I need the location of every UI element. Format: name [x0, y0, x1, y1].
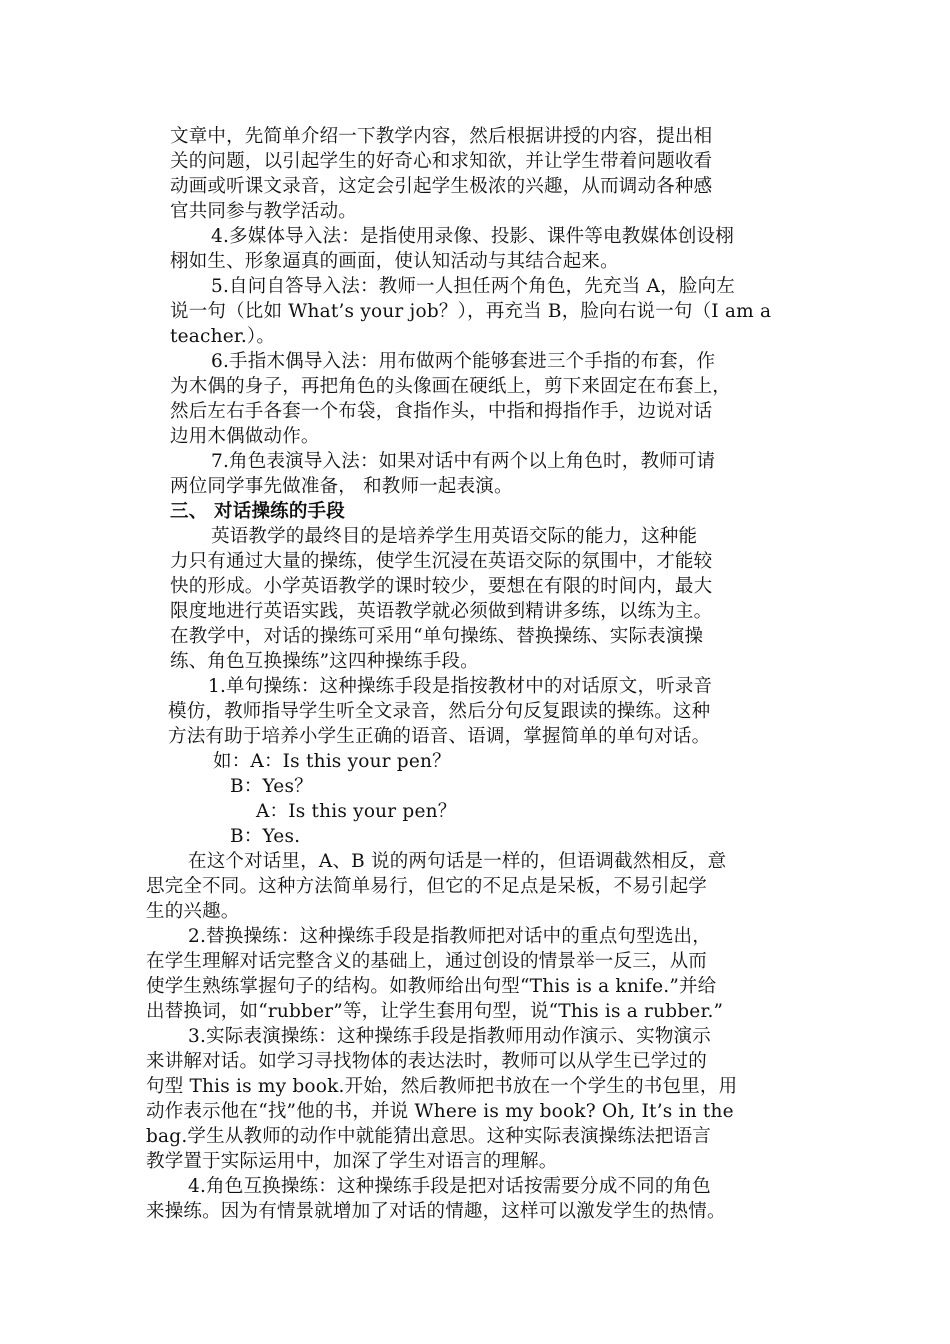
- section-heading: 三、 对话操练的手段: [170, 501, 345, 522]
- text-line: 4.角色互换操练：这种操练手段是把对话按需要分成不同的角色: [188, 1176, 711, 1197]
- text-line: 关的问题，以引起学生的好奇心和求知欲，并让学生带着问题收看: [170, 151, 713, 172]
- text-line: 在教学中，对话的操练可采用“单句操练、替换操练、实际表演操: [170, 626, 704, 647]
- text-line: 教学置于实际运用中，加深了学生对语言的理解。: [146, 1151, 558, 1172]
- text-line: 来操练。因为有情景就增加了对话的情趣，这样可以激发学生的热情。: [146, 1201, 726, 1222]
- text-line: 4.多媒体导入法：是指使用录像、投影、课件等电教媒体创设栩: [211, 226, 734, 247]
- dialogue-line: 如：A：Is this your pen？: [213, 751, 451, 772]
- text-line: 力只有通过大量的操练，使学生沉浸在英语交际的氛围中，才能较: [170, 551, 713, 572]
- text-line: teacher.）。: [170, 326, 276, 347]
- text-line: 7.角色表演导入法：如果对话中有两个以上角色时，教师可请: [211, 451, 716, 472]
- text-line: 出替换词，如“rubber”等，让学生套用句型，说“This is a rubber.”: [146, 1001, 724, 1022]
- text-line: 在这个对话里，A、B 说的两句话是一样的，但语调截然相反，意: [188, 851, 727, 872]
- text-line: 然后左右手各套一个布袋，食指作头，中指和拇指作手，边说对话: [170, 401, 713, 422]
- text-line: 5.自问自答导入法：教师一人担任两个角色，先充当 A，脸向左: [211, 276, 735, 297]
- text-line: 快的形成。小学英语教学的课时较少，要想在有限的时间内，最大: [170, 576, 713, 597]
- text-line: 两位同学事先做准备， 和教师一起表演。: [170, 476, 513, 497]
- text-line: 生的兴趣。: [146, 901, 240, 922]
- text-line: 限度地进行英语实践，英语教学就必须做到精讲多练，以练为主。: [170, 601, 713, 622]
- text-line: 思完全不同。这种方法简单易行，但它的不足点是呆板，不易引起学: [146, 876, 708, 897]
- text-line: 说一句（比如 What’s your job？），再充当 B，脸向右说一句（I am a: [170, 301, 772, 322]
- text-line: 官共同参与教学活动。: [170, 201, 358, 222]
- text-line: 1.单句操练：这种操练手段是指按教材中的对话原文，听录音: [208, 676, 713, 697]
- text-line: 2.替换操练：这种操练手段是指教师把对话中的重点句型选出，: [188, 926, 711, 947]
- text-line: 为木偶的身子，再把角色的头像画在硬纸上，剪下来固定在布套上，: [170, 376, 732, 397]
- dialogue-line: B：Yes？: [230, 776, 313, 797]
- text-line: 动画或听课文录音，这定会引起学生极浓的兴趣，从而调动各种感: [170, 176, 713, 197]
- text-line: 文章中，先简单介绍一下教学内容，然后根据讲授的内容，提出相: [170, 126, 713, 147]
- text-line: 练、角色互换操练”这四种操练手段。: [170, 651, 479, 672]
- text-line: bag.学生从教师的动作中就能猜出意思。这种实际表演操练法把语言: [146, 1126, 711, 1147]
- text-line: 句型 This is my book.开始，然后教师把书放在一个学生的书包里，用: [146, 1076, 738, 1097]
- text-line: 6.手指木偶导入法：用布做两个能够套进三个手指的布套，作: [211, 351, 716, 372]
- text-line: 使学生熟练掌握句子的结构。如教师给出句型“This is a knife.”并给: [146, 976, 717, 997]
- text-line: 边用木偶做动作。: [170, 426, 320, 447]
- text-line: 动作表示他在“找”他的书，并说 Where is my book? Oh, It’s in the: [146, 1101, 734, 1122]
- text-line: 3.实际表演操练：这种操练手段是指教师用动作演示、实物演示: [188, 1026, 711, 1047]
- text-line: 来讲解对话。如学习寻找物体的表达法时，教师可以从学生已学过的: [146, 1051, 708, 1072]
- text-line: 在学生理解对话完整含义的基础上，通过创设的情景举一反三，从而: [146, 951, 708, 972]
- text-line: 英语教学的最终目的是培养学生用英语交际的能力，这种能: [211, 526, 698, 547]
- text-line: 栩如生、形象逼真的画面，使认知活动与其结合起来。: [170, 251, 619, 272]
- dialogue-line: B：Yes.: [230, 826, 301, 847]
- dialogue-line: A：Is this your pen？: [256, 801, 457, 822]
- text-line: 模仿，教师指导学生听全文录音，然后分句反复跟读的操练。这种: [168, 701, 711, 722]
- text-line: 方法有助于培养小学生正确的语音、语调，掌握简单的单句对话。: [168, 726, 711, 747]
